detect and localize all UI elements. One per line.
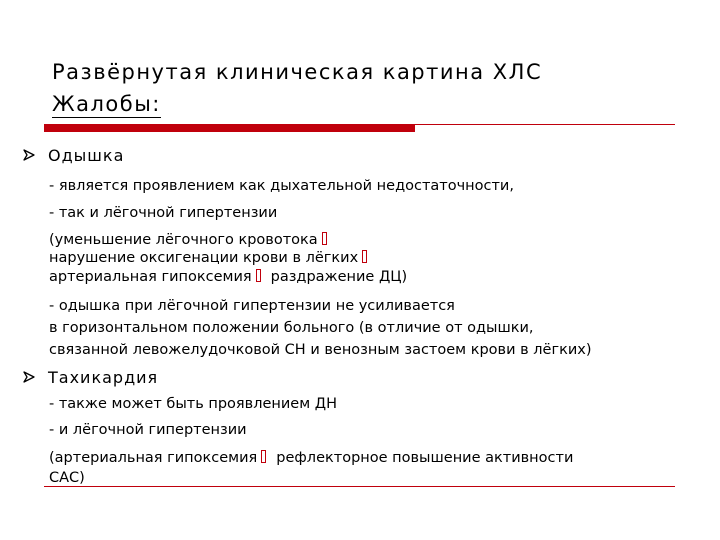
arrow-placeholder-icon — [322, 232, 327, 245]
arrow-placeholder-icon — [261, 450, 266, 463]
text-line: САС) — [49, 470, 85, 486]
text-line — [49, 269, 407, 285]
text-line — [49, 450, 573, 466]
subtitle-text: Жалобы: — [52, 92, 161, 116]
text-segment: нарушение оксигенации крови в лёгких — [49, 250, 359, 266]
bullet-dyspnea — [22, 146, 124, 165]
text-line: - является проявлением как дыхательной недостаточности, — [49, 178, 514, 194]
arrow-placeholder-icon — [256, 269, 261, 282]
bullet-heading: Одышка — [48, 146, 125, 165]
text-segment: (артериальная гипоксемия — [49, 450, 258, 466]
text-line: связанной левожелудочковой СН и венозным застоем крови в лёгких) — [49, 342, 592, 358]
arrow-bullet-icon — [22, 146, 48, 165]
bottom-rule — [44, 486, 675, 487]
text-segment: артериальная гипоксемия — [49, 269, 252, 285]
text-segment: (уменьшение лёгочного кровотока — [49, 232, 318, 248]
arrow-placeholder-icon — [362, 250, 367, 263]
text-line: - также может быть проявлением ДН — [49, 396, 337, 412]
text-line: в горизонтальном положении больного (в отличие от одышки, — [49, 320, 534, 336]
accent-rule — [415, 124, 675, 125]
slide-title: Развёрнутая клиническая картина ХЛС — [52, 60, 543, 84]
text-segment: рефлекторное повышение активности — [276, 450, 574, 466]
slide-subtitle — [52, 92, 161, 116]
text-line: - так и лёгочной гипертензии — [49, 205, 278, 221]
text-line: - одышка при лёгочной гипертензии не усиливается — [49, 298, 455, 314]
bullet-heading: Тахикардия — [48, 368, 159, 387]
text-line: - и лёгочной гипертензии — [49, 422, 247, 438]
text-line — [49, 250, 373, 266]
accent-bar — [44, 124, 415, 132]
text-segment: раздражение ДЦ) — [270, 269, 408, 285]
arrow-bullet-icon — [22, 368, 48, 387]
text-line — [49, 232, 333, 248]
bullet-tachycardia — [22, 368, 158, 387]
